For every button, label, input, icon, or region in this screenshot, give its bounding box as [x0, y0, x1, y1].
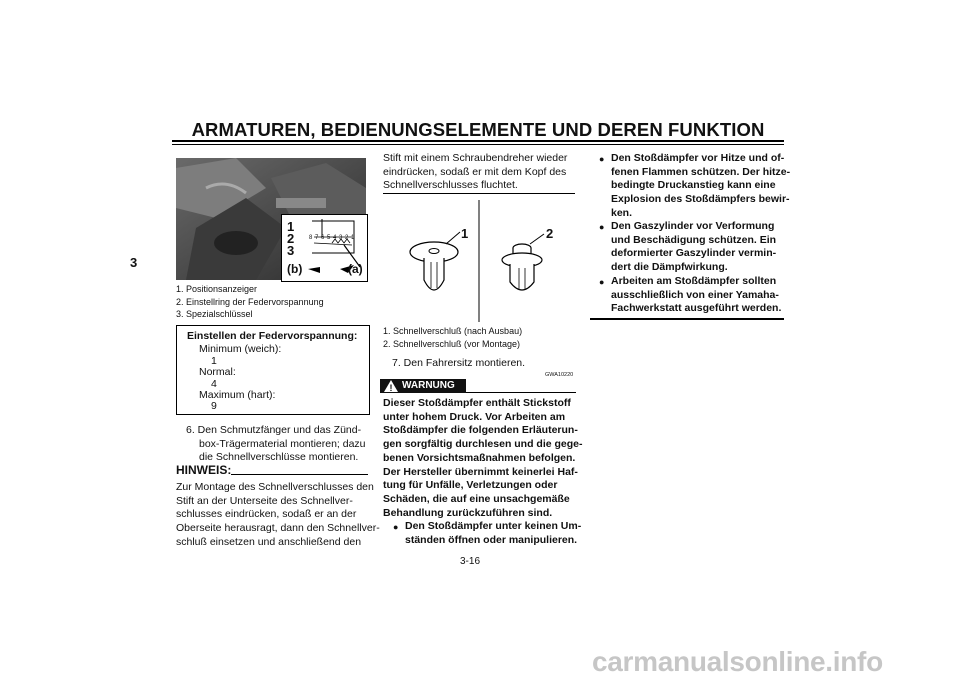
bullet-line: Arbeiten am Stoßdämpfer sollten	[611, 275, 777, 287]
bullet-line: ken.	[611, 206, 633, 219]
hinweis-line: Oberseite herausragt, dann den Schnellver-	[176, 522, 380, 535]
fastener-illustration	[400, 200, 575, 322]
section-tab: 3	[130, 255, 138, 270]
caption-item: 3. Spezialschlüssel	[176, 309, 253, 319]
step-6	[186, 424, 366, 465]
spec-min-label: Minimum (weich):	[199, 343, 282, 355]
warning-line: Behandlung zurückzuführen sind.	[383, 506, 553, 519]
figure2-top-rule	[383, 193, 575, 194]
callout-3: 3	[287, 243, 295, 258]
caption-item: 1. Positionsanzeiger	[176, 284, 258, 294]
bullet-line: deformierter Gaszylinder vermin-	[611, 247, 777, 260]
header-rule-thin	[172, 144, 784, 145]
direction-b-label: (b)	[287, 262, 303, 276]
warning-text	[383, 397, 583, 520]
spec-heading: Einstellen der Federvorspannung:	[187, 330, 358, 342]
warning-line: Schäden, die auf eine unsachgemäße	[383, 492, 570, 505]
warning-triangle-icon	[384, 380, 398, 397]
hinweis-text	[176, 481, 380, 550]
bullet-line: Den Gaszylinder vor Verformung	[611, 220, 775, 232]
warning-badge-label: WARNUNG	[402, 380, 455, 391]
warning-rule	[466, 392, 576, 393]
caption-item: 2. Einstellring der Federvorspannung	[176, 296, 324, 307]
warning-line: Stoßdämpfer die folgenden Erläuterun-	[383, 424, 578, 437]
warning-line: Dieser Stoßdämpfer enthält Stickstoff	[383, 397, 571, 409]
spec-min-value: 1	[211, 355, 217, 367]
spec-normal-value: 4	[211, 378, 217, 390]
step6-line: box-Trägermaterial montieren; dazu	[199, 437, 366, 450]
figure1-captions	[176, 283, 324, 321]
warning-line: Der Hersteller übernimmt keinerlei Haf-	[383, 465, 578, 478]
page-number: 3-16	[460, 556, 481, 567]
bullet-icon: ●	[599, 277, 605, 287]
warning-bullet-1	[393, 520, 581, 547]
fastener-label-1: 1	[461, 226, 469, 241]
figure2-captions	[383, 325, 522, 350]
callout-2: 2	[287, 231, 295, 246]
bullet-line: ständen öffnen oder manipulieren.	[405, 533, 578, 546]
bullet-icon: ●	[599, 154, 605, 164]
bullet-line: und Beschädigung schützen. Ein	[611, 233, 777, 246]
col3-bullet-1	[599, 152, 790, 221]
bullet-line: dert die Dämpfwirkung.	[611, 261, 728, 274]
col3-bullet-2	[599, 220, 776, 275]
page-title: ARMATUREN, BEDIENUNGSELEMENTE UND DEREN FUNKTION	[191, 119, 765, 140]
svg-text:!: !	[389, 383, 393, 392]
bullet-line: ausschließlich von einer Yamaha-	[611, 288, 779, 301]
header-rule	[172, 140, 784, 142]
spec-normal-label: Normal:	[199, 366, 236, 378]
hinweis-line: schluß einsetzen und anschließend den	[176, 535, 362, 548]
fastener-label-2: 2	[546, 226, 554, 241]
bullet-line: Fachwerkstatt ausgeführt werden.	[611, 302, 782, 315]
hinweis-line: Zur Montage des Schnellverschlusses den	[176, 481, 374, 493]
spec-max-value: 9	[211, 400, 217, 412]
callout-1: 1	[287, 219, 295, 234]
warning-code: GWA10220	[545, 372, 574, 378]
bullet-line: Explosion des Stoßdämpfers bewir-	[611, 193, 790, 206]
fastener-figure	[400, 200, 575, 322]
warning-line: benen Vorsichtsmaßnahmen befolgen.	[383, 451, 576, 464]
caption-item: 2. Schnellverschluß (vor Montage)	[383, 338, 521, 349]
col3-bullet-3	[599, 275, 781, 316]
bullet-line: Den Stoßdämpfer unter keinen Um-	[405, 520, 582, 532]
hinweis-label: HINWEIS:	[176, 463, 232, 477]
spec-max-label: Maximum (hart):	[199, 389, 276, 401]
col2-line: eindrücken, sodaß er mit dem Kopf des	[383, 165, 567, 178]
bullet-icon: ●	[599, 222, 605, 232]
warning-line: unter hohem Druck. Vor Arbeiten am	[383, 410, 566, 423]
bullet-line: Den Stoßdämpfer vor Hitze und of-	[611, 152, 785, 164]
hinweis-line: schlusses eindrücken, sodaß er an der	[176, 508, 357, 521]
step6-line: die Schnellverschlüsse montieren.	[199, 451, 359, 464]
bullet-line: fenen Flammen schützen. Der hitze-	[611, 165, 791, 178]
step-7: 7. Den Fahrersitz montieren.	[392, 357, 526, 369]
direction-a-label: (a)	[348, 262, 363, 276]
hinweis-line: Stift an der Unterseite des Schnellver-	[176, 494, 353, 507]
spec-box	[176, 325, 370, 415]
col2-line: Schnellverschlusses fluchtet.	[383, 179, 518, 192]
warning-badge	[380, 379, 466, 393]
step6-line: 6. Den Schmutzfänger und das Zünd-	[186, 424, 362, 436]
warning-end-rule	[590, 318, 784, 320]
col2-line: Stift mit einem Schraubendreher wieder	[383, 152, 568, 164]
bullet-icon: ●	[393, 522, 399, 532]
warning-line: gen sorgfältig durchlesen und die gege-	[383, 438, 583, 451]
warning-line: tung für Unfälle, Verletzungen oder	[383, 479, 558, 492]
caption-item: 1. Schnellverschluß (nach Ausbau)	[383, 326, 523, 336]
ring-scale: 8 7 6 5 4 3 2 1	[309, 235, 355, 241]
col2-continuation	[383, 152, 567, 193]
hinweis-rule	[231, 474, 368, 475]
watermark: carmanualsonline.info	[592, 646, 883, 677]
bullet-line: bedingte Druckanstieg kann eine	[611, 179, 776, 192]
